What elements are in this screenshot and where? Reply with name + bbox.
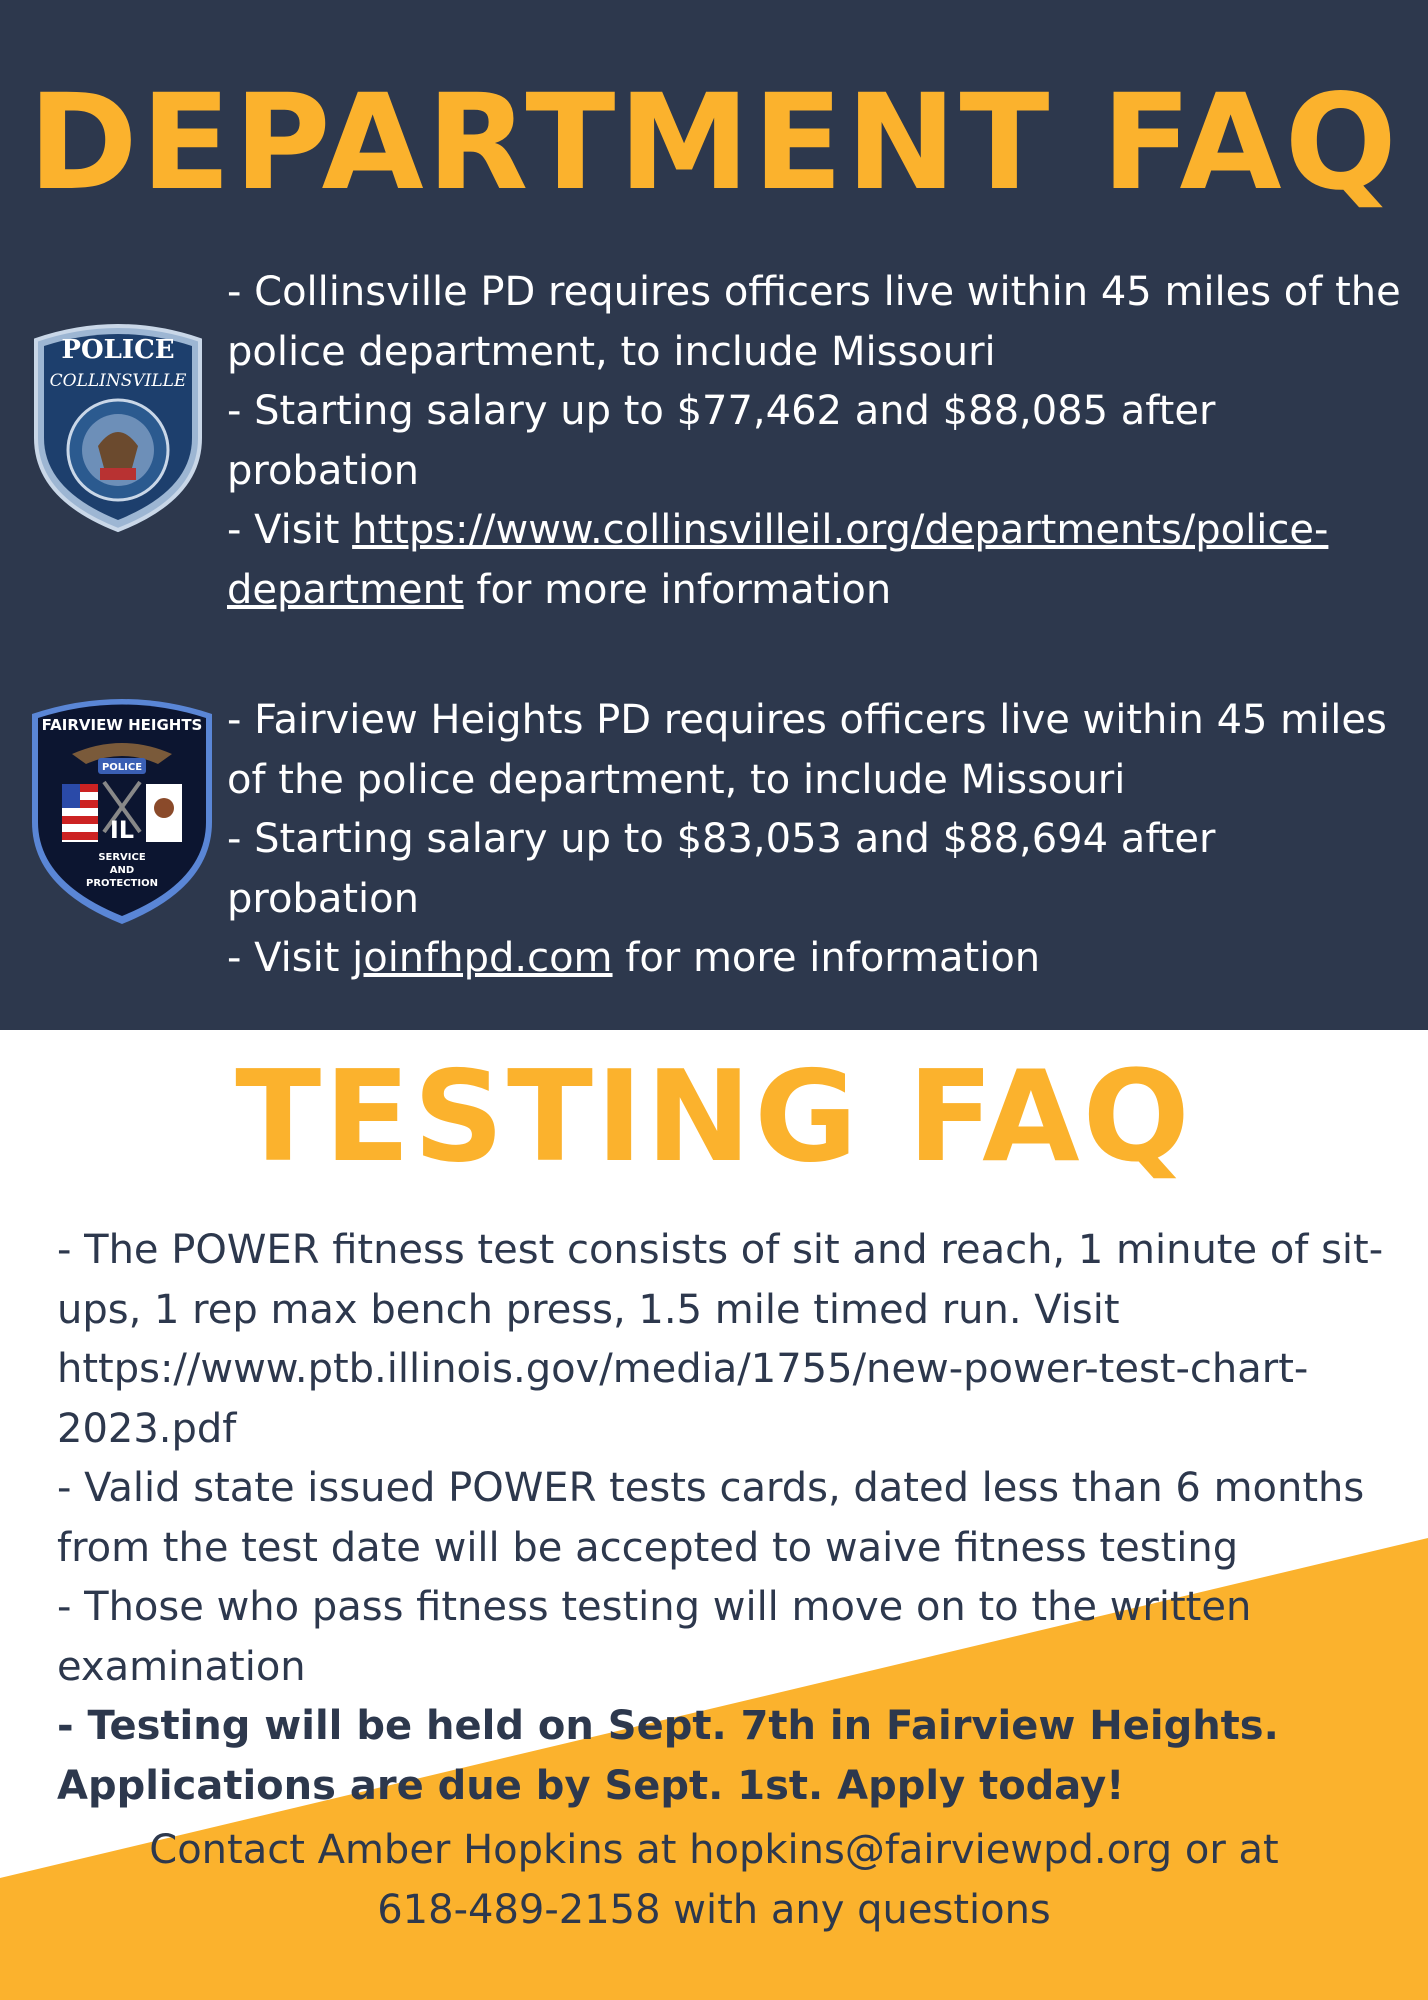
fairview-logo-top-text: FAIRVIEW HEIGHTS <box>41 716 203 734</box>
fairview-website-link[interactable]: joinfhpd.com <box>352 935 613 981</box>
fairview-salary-line: - Starting salary up to $83,053 and $88,694 after probation <box>227 816 1216 922</box>
contact-line-2: 618-489-2158 with any questions <box>377 1886 1051 1933</box>
collinsville-logo-police-text: POLICE <box>61 335 175 365</box>
fairview-logo-bottom-text-3: PROTECTION <box>86 878 158 889</box>
fairview-residency-line: - Fairview Heights PD requires officers live within 45 miles of the police department, to include Missouri <box>227 697 1387 803</box>
fairview-heights-police-badge-icon <box>28 692 216 928</box>
fairview-visit-line <box>227 929 1402 989</box>
written-exam-item: - Those who pass fitness testing will move on to the written examination <box>57 1584 1252 1690</box>
power-test-item: - The POWER fitness test consists of sit and reach, 1 minute of sit-ups, 1 rep max bench press, 1.5 mile timed run. Visit https://www.ptb.illinois.gov/media/1755/new-power-test-chart-2023.pdf <box>57 1227 1384 1452</box>
collinsville-visit-prefix: - Visit <box>227 507 353 553</box>
fairview-logo-bottom-text-2: AND <box>109 865 135 876</box>
testing-info <box>57 1221 1397 1816</box>
fairview-logo-bottom-text-1: SERVICE <box>98 852 146 863</box>
power-card-item: - Valid state issued POWER tests cards, dated less than 6 months from the test date will be accepted to waive fitness testing <box>57 1465 1365 1571</box>
fairview-visit-suffix: for more information <box>612 935 1041 981</box>
fairview-info <box>227 691 1402 989</box>
department-faq-heading: DEPARTMENT FAQ <box>28 66 1400 220</box>
collinsville-logo-name-text: COLLINSVILLE <box>49 371 187 391</box>
testing-date-notice: - Testing will be held on Sept. 7th in Fairview Heights. Applications are due by Sept. 1st. Apply today! <box>57 1703 1279 1809</box>
collinsville-police-badge-icon <box>28 318 208 534</box>
collinsville-salary-line: - Starting salary up to $77,462 and $88,085 after probation <box>227 388 1216 494</box>
collinsville-info <box>227 263 1402 620</box>
contact-line-1: Contact Amber Hopkins at hopkins@fairviewpd.org or at <box>149 1827 1279 1873</box>
fairview-visit-prefix: - Visit <box>227 935 353 981</box>
contact-info <box>0 1821 1428 1940</box>
collinsville-residency-line: - Collinsville PD requires officers live within 45 miles of the police department, to include Missouri <box>227 269 1401 375</box>
collinsville-website-link[interactable]: https://www.collinsvilleil.org/departments/police-department <box>227 507 1329 613</box>
testing-faq-heading: TESTING FAQ <box>235 1043 1193 1190</box>
fairview-logo-state-text: IL <box>109 816 135 844</box>
collinsville-visit-suffix: for more information <box>463 566 892 613</box>
collinsville-visit-line <box>227 501 1402 620</box>
fairview-logo-badge-text: POLICE <box>101 762 143 773</box>
